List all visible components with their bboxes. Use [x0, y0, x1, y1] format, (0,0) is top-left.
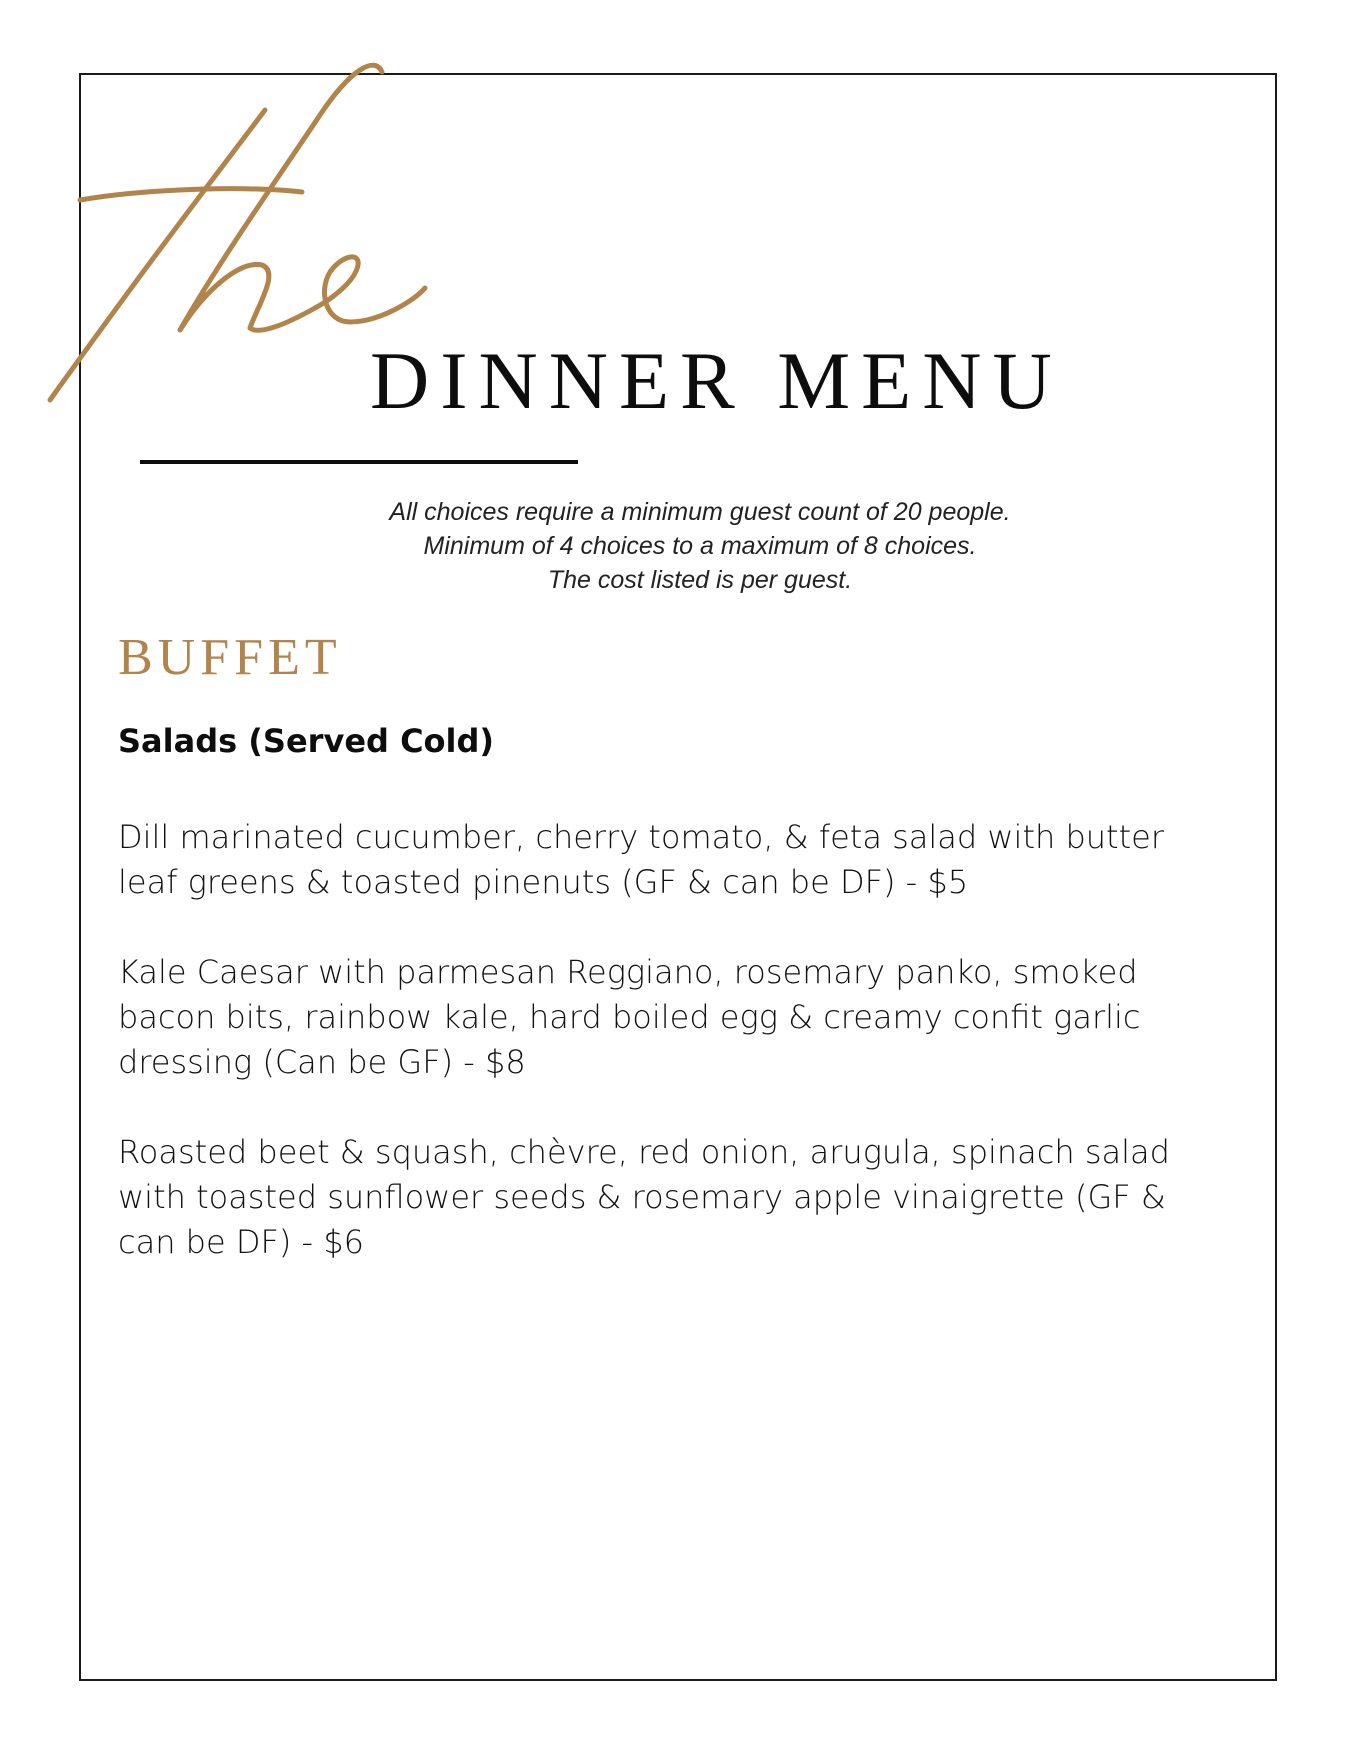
section-subheading: Salads (Served Cold): [118, 722, 495, 760]
title-divider: [140, 460, 578, 464]
menu-item: Roasted beet & squash, chèvre, red onion, arugula, spinach salad with toasted sunflower seeds & rosemary apple vinaigrette (GF & can be DF) - $6: [118, 1133, 1170, 1261]
title-block: [370, 335, 1070, 430]
menu-items: [118, 815, 1198, 1310]
menu-item: Kale Caesar with parmesan Reggiano, rosemary panko, smoked bacon bits, rainbow kale, hard boiled egg & creamy confit garlic dressing (Can be GF) - $8: [118, 953, 1141, 1081]
menu-item: Dill marinated cucumber, cherry tomato, & feta salad with butter leaf greens & toasted pinenuts (GF & can be DF) - $5: [118, 818, 1164, 901]
menu-notes: [300, 495, 1100, 597]
note-line: Minimum of 4 choices to a maximum of 8 choices.: [423, 532, 977, 560]
section-heading: BUFFET: [118, 629, 342, 686]
note-line: The cost listed is per guest.: [547, 566, 853, 594]
note-line: All choices require a minimum guest count of 20 people.: [389, 498, 1011, 526]
page-title: DINNER MENU: [370, 335, 1063, 426]
